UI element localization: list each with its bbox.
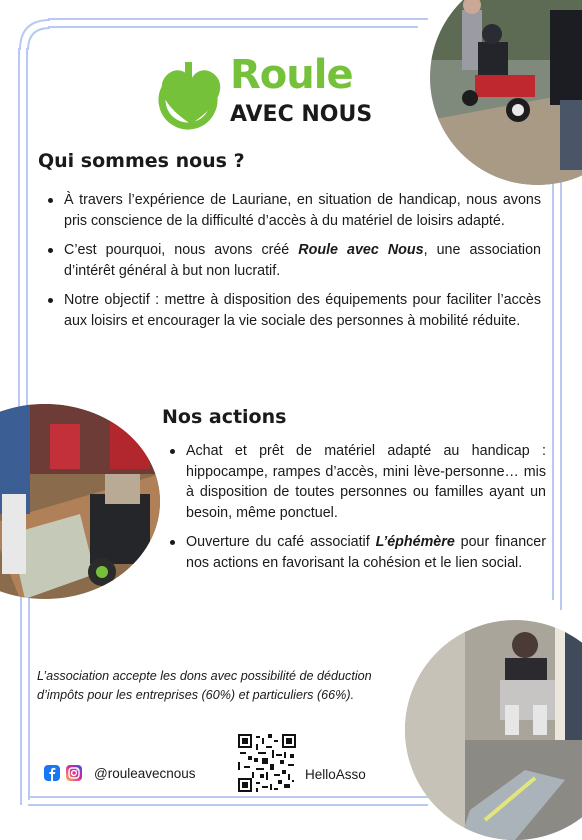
frame-top-line-inner bbox=[48, 26, 418, 28]
actions-list bbox=[170, 441, 546, 582]
list-item bbox=[170, 441, 546, 523]
bullet-text: Achat et prêt de matériel adapté au handicap : hippocampe, rampes d’accès, mini lève-personne… mis à disposition de toutes personnes ou familles ayant un besoin, même ponctuel. bbox=[186, 443, 546, 521]
frame-left-bottom-line-inner bbox=[28, 590, 30, 800]
association-name: Roule avec Nous bbox=[298, 242, 424, 258]
frame-corner bbox=[14, 14, 54, 54]
frame-bottom-line-inner bbox=[28, 804, 428, 806]
facebook-icon[interactable] bbox=[44, 765, 60, 781]
donation-note: L’association accepte les dons avec possibilité de déduction d’impôts pour les entreprises (60%) et particuliers (66%). bbox=[37, 669, 372, 702]
logo-word-avec-nous: AVEC NOUS bbox=[230, 102, 373, 127]
helloasso-label[interactable]: HelloAsso bbox=[305, 767, 366, 782]
frame-left-line bbox=[18, 48, 20, 413]
bullet-text-end: pour financer nos actions en favorisant la cohésion et le lien social. bbox=[186, 534, 546, 571]
list-item bbox=[48, 190, 541, 231]
list-item bbox=[48, 240, 541, 281]
section-title-who-we-are: Qui sommes nous ? bbox=[38, 150, 245, 172]
logo-word-roule: Roule bbox=[230, 52, 353, 98]
frame-left-bottom-line bbox=[20, 590, 22, 805]
section-title-our-actions: Nos actions bbox=[162, 406, 287, 428]
list-item bbox=[48, 290, 541, 331]
bullet-text: À travers l’expérience de Lauriane, en situation de handicap, nous avons pris conscience de la difficulté d’accès à du matériel de loisirs adapté. bbox=[64, 192, 541, 229]
frame-bottom-line bbox=[28, 796, 428, 798]
instagram-icon[interactable] bbox=[66, 765, 82, 781]
bullet-text-end: , une association d’intérêt général à but non lucratif. bbox=[64, 242, 541, 279]
who-we-are-list bbox=[48, 190, 541, 340]
bullet-text: C’est pourquoi, nous avons créé bbox=[64, 242, 299, 258]
photo-outing-wheelchair bbox=[430, 0, 582, 185]
logo bbox=[150, 50, 400, 140]
social-handle[interactable]: @rouleavecnous bbox=[94, 765, 196, 781]
bullet-text: Notre objectif : mettre à disposition des équipements pour faciliter l’accès aux loisirs et encourager la vie sociale des personnes à mobilité réduite. bbox=[64, 292, 541, 329]
qr-code[interactable] bbox=[238, 734, 296, 792]
cafe-name: L’éphémère bbox=[375, 534, 455, 550]
list-item bbox=[170, 532, 546, 573]
bullet-text: Ouverture du café associatif bbox=[186, 534, 376, 550]
frame-left-line-inner bbox=[26, 48, 28, 408]
frame-top-line bbox=[48, 18, 428, 20]
logo-heart-power-icon bbox=[150, 54, 232, 136]
frame-right-line bbox=[552, 180, 554, 600]
photo-house-ramp bbox=[405, 620, 582, 840]
photo-ramp-wheelchair bbox=[0, 404, 160, 599]
social-links bbox=[44, 765, 196, 781]
frame-right-line-inner bbox=[560, 180, 562, 610]
